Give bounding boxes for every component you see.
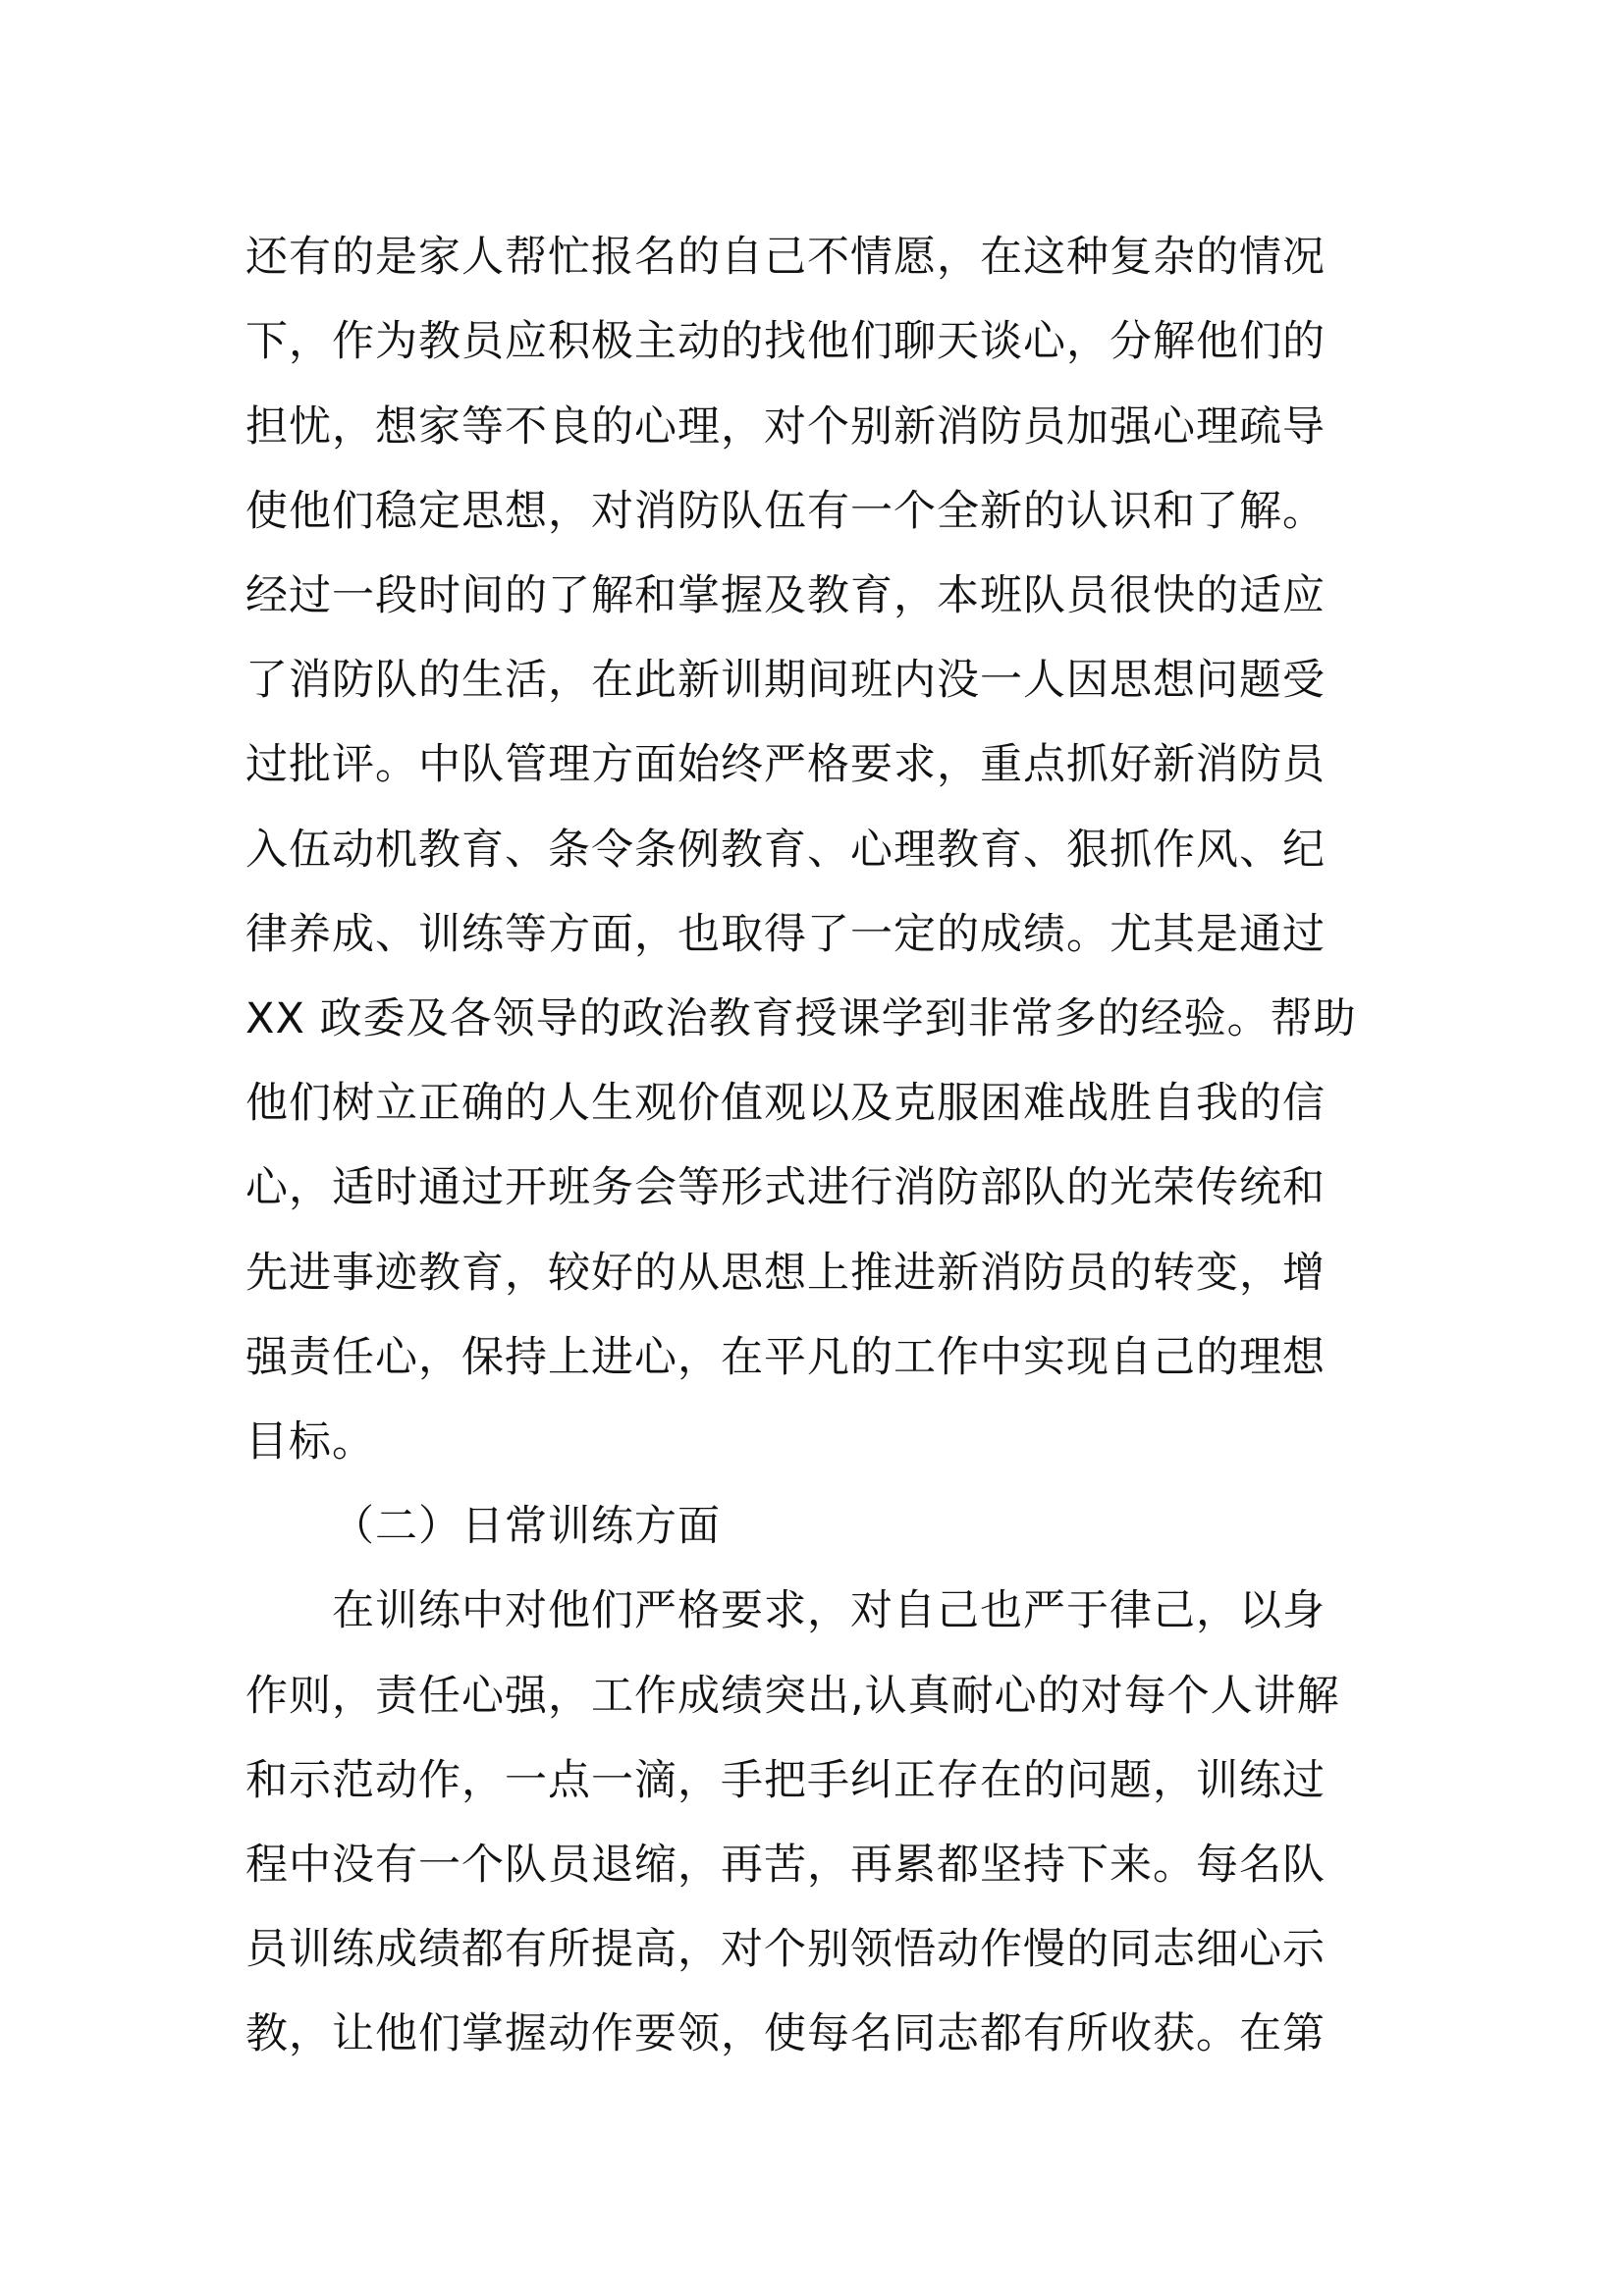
- text-line: 教，让他们掌握动作要领，使每名同志都有所收获。在第: [245, 2009, 1326, 2058]
- text-line: 他们树立正确的人生观价值观以及克服困难战胜自我的信: [245, 1079, 1326, 1128]
- text-line: 程中没有一个队员退缩，再苦，再累都坚持下来。每名队: [245, 1841, 1326, 1890]
- text-line: 过批评。中队管理方面始终严格要求，重点抓好新消防员: [245, 740, 1326, 789]
- text-line: 员训练成绩都有所提高，对个别领悟动作慢的同志细心示: [245, 1925, 1326, 1974]
- text-line: 心，适时通过开班务会等形式进行消防部队的光荣传统和: [245, 1163, 1326, 1212]
- text-line: 先进事迹教育，较好的从思想上推进新消防员的转变，增: [245, 1249, 1326, 1298]
- text-line: 下，作为教员应积极主动的找他们聊天谈心，分解他们的: [245, 317, 1326, 366]
- text-line: 入伍动机教育、条令条例教育、心理教育、狠抓作风、纪: [245, 826, 1326, 875]
- text-line: 经过一段时间的了解和掌握及教育，本班队员很快的适应: [245, 571, 1326, 620]
- text-line: 使他们稳定思想，对消防队伍有一个全新的认识和了解。: [245, 487, 1326, 536]
- text-line: 和示范动作，一点一滴，手把手纠正存在的问题，训练过: [245, 1756, 1326, 1805]
- text-line: 担忧，想家等不良的心理，对个别新消防员加强心理疏导: [245, 402, 1326, 452]
- text-line: 律养成、训练等方面，也取得了一定的成绩。尤其是通过: [245, 910, 1326, 959]
- text-line: 目标。: [245, 1417, 375, 1467]
- text-line: XX 政委及各领导的政治教育授课学到非常多的经验。帮助: [245, 994, 1357, 1043]
- section-heading: （二）日常训练方面: [332, 1502, 721, 1551]
- text-line: 还有的是家人帮忙报名的自己不情愿，在这种复杂的情况: [245, 233, 1326, 282]
- text-line: 强责任心，保持上进心，在平凡的工作中实现自己的理想: [245, 1333, 1326, 1382]
- text-line: 在训练中对他们严格要求，对自己也严于律己，以身: [332, 1586, 1326, 1635]
- text-line: 了消防队的生活，在此新训期间班内没一人因思想问题受: [245, 656, 1326, 705]
- text-line: 作则，责任心强，工作成绩突出,认真耐心的对每个人讲解: [245, 1672, 1340, 1721]
